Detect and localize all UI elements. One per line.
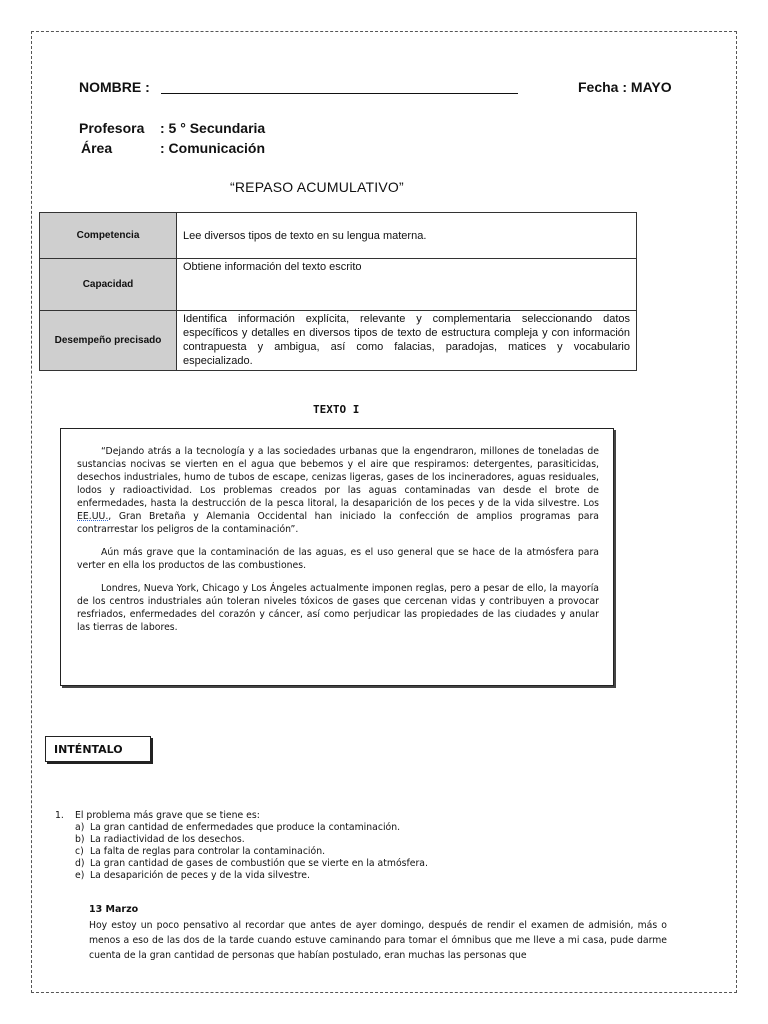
option-a: [75, 822, 400, 834]
option-c: [75, 846, 325, 858]
option-b: [75, 834, 245, 846]
reading-text-box: [60, 428, 614, 686]
texto-title: TEXTO I: [313, 403, 360, 416]
diary-date: 13 Marzo: [89, 904, 139, 915]
area-value: : Comunicación: [160, 140, 266, 156]
fecha-field: [578, 79, 672, 95]
option-letter: c): [75, 846, 84, 857]
profesora-label: Profesora: [79, 120, 145, 136]
option-text: La falta de reglas para controlar la contaminación.: [89, 846, 326, 857]
diary-text: Hoy estoy un poco pensativo al recordar que antes de ayer domingo, después de rendir el examen de admisión, más o menos a eso de las dos de la tarde cuando estuve caminando para tomar el ómnibus que me lleve a mi casa, pude darme cuenta de la gran cantidad de personas que habían postulado, eran muchas las personas que: [89, 920, 667, 961]
reading-paragraph-1-part-b: , Gran Bretaña y Alemania Occidental han iniciado la confección de amplios programas para contrarrestar los peligros de la contaminación”.: [77, 511, 599, 535]
desempeno-value: Identifica información explícita, relevante y complementaria seleccionando datos específicos y detalles en diversos tipos de texto de estructura compleja y con información contrapuesta y ambigua, así como falacias, paradojas, matices y vocabulario especializado.: [177, 311, 637, 371]
option-text: La gran cantidad de gases de combustión que se vierte en la atmósfera.: [89, 858, 428, 869]
question-stem: El problema más grave que se tiene es:: [75, 810, 260, 821]
eeuu-abbrev: EE.UU.: [77, 511, 109, 522]
area-label: Área: [81, 140, 113, 156]
profesora-value: : 5 ° Secundaria: [160, 120, 266, 136]
table-row: [40, 259, 637, 311]
intentalo-label: INTÉNTALO: [54, 742, 123, 756]
capacidad-label: Capacidad: [40, 259, 177, 311]
capacidad-value: Obtiene información del texto escrito: [177, 259, 637, 311]
fecha-label: Fecha :: [578, 79, 628, 95]
reading-paragraph-3: Londres, Nueva York, Chicago y Los Ángeles actualmente imponen reglas, pero a pesar de ello, la mayoría de los centros industriales aún toleran niveles tóxicos de gases que cercenan vidas y contribuyen a provocar resfriados, enfermedades del corazón y cáncer, así como perjudicar las propiedades de las ciudades y anular las tierras de labores.: [77, 583, 599, 633]
reading-paragraph-2: Aún más grave que la contaminación de las aguas, es el uso general que se hace de la atmósfera para verter en ella los productos de las combustiones.: [77, 547, 599, 571]
nombre-field-line: [161, 93, 518, 94]
intentalo-box: [45, 736, 151, 762]
option-text: La gran cantidad de enfermedades que produce la contaminación.: [89, 822, 401, 833]
reading-paragraph-1-part-a: “Dejando atrás a la tecnología y a las sociedades urbanas que la engendraron, millones de toneladas de sustancias nocivas se vierten en el agua que bebemos y el aire que respiramos: detergentes, parasiticidas, desechos industriales, humo de tubos de escape, cenizas ligeras, gases de los incineradores, aguas residuales, lodos y radioactividad. Los problemas creados por las aguas contaminadas van desde el brote de enfermedades, hasta la destrucción de la pesca litoral, la desaparición de los peces y de la vida silvestre. Los: [77, 446, 599, 509]
option-letter: a): [75, 822, 85, 833]
question-number: 1.: [55, 810, 64, 821]
option-letter: b): [75, 834, 85, 845]
option-text: La radiactividad de los desechos.: [89, 834, 245, 845]
table-row: [40, 213, 637, 259]
competencia-table: [39, 212, 637, 371]
table-row: [40, 311, 637, 371]
document-title: “REPASO ACUMULATIVO”: [230, 179, 404, 195]
desempeno-label: Desempeño precisado: [40, 311, 177, 371]
option-e: [75, 870, 310, 882]
reading-paragraph-1: [77, 445, 599, 536]
fecha-value: MAYO: [630, 79, 672, 95]
option-text: La desaparición de peces y de la vida silvestre.: [89, 870, 310, 881]
option-letter: d): [75, 858, 85, 869]
competencia-value: Lee diversos tipos de texto en su lengua materna.: [177, 213, 637, 259]
nombre-label: NOMBRE :: [79, 79, 150, 95]
option-d: [75, 858, 428, 870]
option-letter: e): [75, 870, 85, 881]
competencia-label: Competencia: [40, 213, 177, 259]
